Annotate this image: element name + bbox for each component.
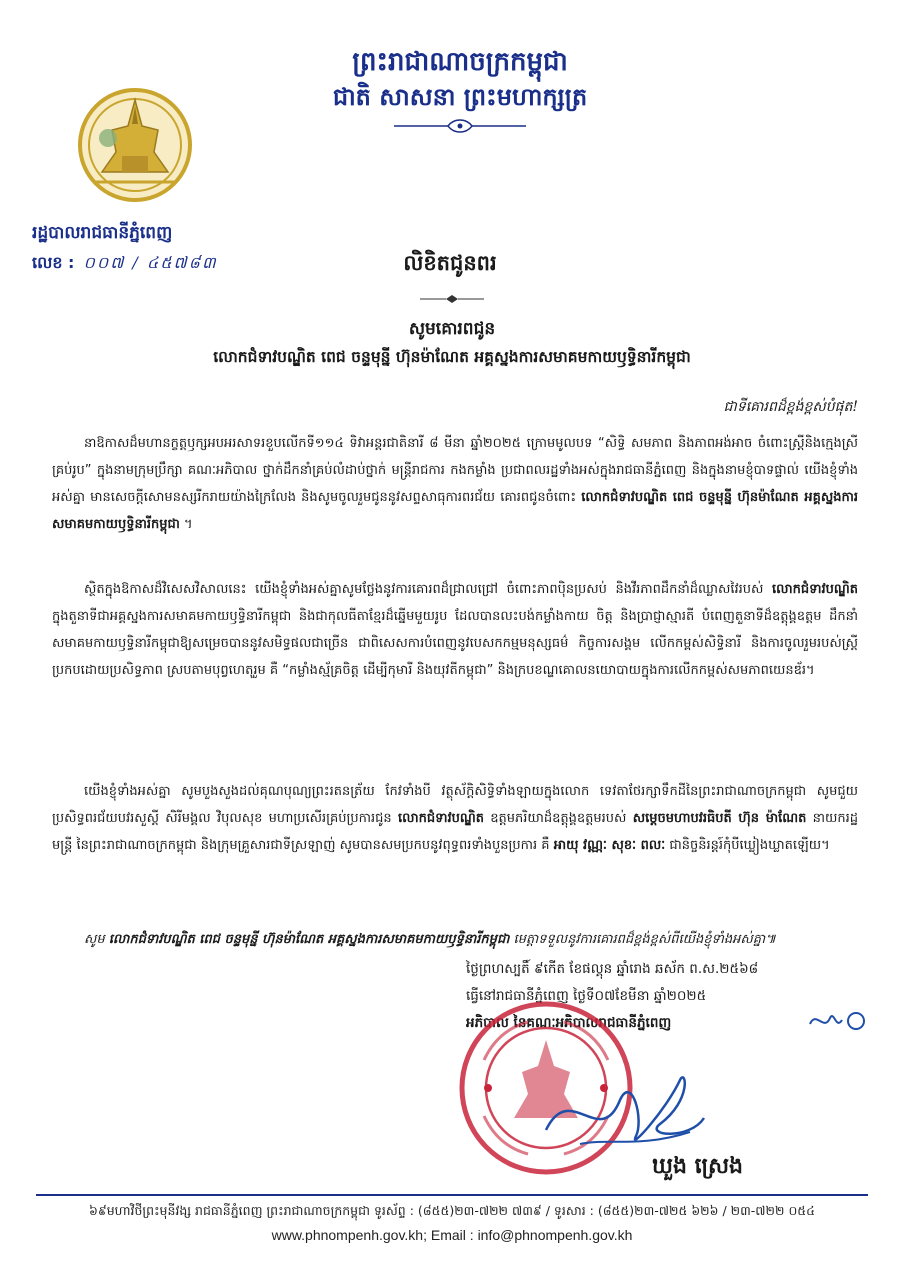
recipient-emphasis: លោកជំទាវបណ្ឌិត ពេជ ចន្ទមុន្នី ហ៊ុនម៉ាណែត អគ្គស្នងការសមាគមកាយឫទ្ធិនារីកម្ពុជា — [52, 490, 858, 532]
lunar-date: ថ្ងៃព្រហស្បតិ៍ ៩កើត ខែផល្គុន ឆ្នាំរោង ឆស័ក ព.ស.២៥៦៨ — [466, 961, 759, 977]
issuer-name: រដ្ឋបាលរាជធានីភ្នំពេញ — [32, 223, 173, 243]
footer-address: ៦៩មហាវិថីព្រះមុនីវង្ស រាជធានីភ្នំពេញ ព្រះរាជាណាចក្រកម្ពុជា ទូរស័ព្ទ : (៨៥៥)២៣-៧២២ ៧៣៩ / ទូរសារ : (៨៥៥)២៣-៧២៥ ៦២៦ / ២៣-៧២២ ០៥៤ — [89, 1203, 815, 1218]
kingdom-header — [300, 44, 620, 134]
title-divider-icon — [418, 294, 486, 304]
paragraph-3: យើងខ្ញុំទាំងអស់គ្នា សូមបួងសួងដល់គុណបុណ្យព្រះរតនត្រ័យ កែវទាំងបី វត្ថុស័ក្តិសិទ្ធិទាំងឡាយក្នុងលោក ទេវតាថែរក្សាទឹកដីនៃព្រះរាជាណាចក្រកម្ពុជា សូមជួយប្រសិទ្ធពរជ័យបវរសួស្តី សិរីមង្គល វិបុលសុខ មហាប្រសើរគ្រប់ប្រការជូន លោកជំទាវបណ្ឌិត ឧត្តមភរិយាដ៏ឧត្តុង្គឧត្តមរបស់ សម្តេចមហាបវរធិបតី ហ៊ុន ម៉ាណែត នាយករដ្ឋមន្ត្រី នៃព្រះរាជាណាចក្រកម្ពុជា និងក្រុមគ្រួសារជាទីស្រឡាញ់ សូមបានសមប្រកបនូវពុទ្ធពរទាំងបួនប្រការ គឺ អាយុ វណ្ណៈ សុខៈ ពលៈ ជានិច្ចនិរន្តរ៍កុំបីឃ្លៀងឃ្លាតឡើយ។ — [52, 784, 858, 853]
phnom-penh-emblem-icon — [76, 86, 194, 204]
recipient-emphasis: លោកជំទាវបណ្ឌិត — [397, 811, 484, 826]
footer-divider — [36, 1194, 868, 1196]
solar-date: ធ្វើនៅរាជធានីភ្នំពេញ ថ្ងៃទី០៧ខែមីនា ឆ្នាំ២០២៥ — [466, 988, 707, 1004]
paragraph-4: សូម លោកជំទាវបណ្ឌិត ពេជ ចន្ទមុន្នី ហ៊ុនម៉ាណែត អគ្គស្នងការសមាគមកាយឫទ្ធិនារីកម្ពុជា មេត្តាទទួលនូវការគោរពដ៏ខ្ពង់ខ្ពស់ពីយើងខ្ញុំទាំងអស់គ្នា៕ — [84, 932, 776, 947]
initial-mark-icon — [806, 1006, 868, 1036]
signature-icon — [540, 1060, 710, 1160]
email-label: Email : — [430, 1227, 478, 1243]
greeting: ជាទីគោរពដ៏ខ្ពង់ខ្ពស់បំផុត! — [723, 399, 858, 415]
letter-body — [52, 430, 858, 990]
reference-number — [32, 250, 218, 276]
salutation: សូមគោរពជូន — [408, 319, 496, 339]
reference-value: ០០៧ / ៤៥៧៨៣ — [83, 253, 218, 272]
signer-name: ឃួង ស្រេង — [652, 1153, 744, 1179]
paragraph-1: នាឱកាសដ៏មហានក្ខត្តឫក្សអបអរសាទរខួបលើកទី១១៤ ទិវាអន្តរជាតិនារី ៨ មីនា ឆ្នាំ២០២៥ ក្រោមមូលបទ “សិទ្ធិ សមភាព និងភាពអង់អាច ចំពោះស្ត្រីនិងក្មេងស្រីគ្រប់រូប” ក្នុងនាមក្រុមប្រឹក្សា គណៈអភិបាល ថ្នាក់ដឹកនាំគ្រប់លំដាប់ថ្នាក់ មន្ត្រីរាជការ កងកម្លាំង ប្រជាពលរដ្ឋទាំងអស់ក្នុងរាជធានីភ្នំពេញ និងក្នុងនាមខ្ញុំបាទផ្ទាល់ យើងខ្ញុំទាំងអស់គ្នា មានសេចក្តីសោមនស្សរីករាយយ៉ាងក្រៃលែង និងសូមចូលរួមជូននូវសព្ទសាធុការពរជ័យ គោរពជូនចំពោះ លោកជំទាវបណ្ឌិត ពេជ ចន្ទមុន្នី ហ៊ុនម៉ាណែត អគ្គស្នងការសមាគមកាយឫទ្ធិនារីកម្ពុជា ។ — [52, 436, 858, 532]
signer-title: អភិបាល នៃគណៈអភិបាលរាជធានីភ្នំពេញ — [466, 1015, 672, 1031]
reference-label: លេខ : — [32, 253, 75, 272]
email-link[interactable]: info@phnompenh.gov.kh — [477, 1227, 633, 1243]
document-title: លិខិតជូនពរ — [403, 250, 497, 275]
ornament-divider-icon — [390, 118, 530, 134]
website-link[interactable]: www.phnompenh.gov.kh — [271, 1227, 424, 1243]
footer-contact: www.phnompenh.gov.kh; Email : info@phnompenh.gov.kh — [271, 1227, 633, 1243]
recipient: លោកជំទាវបណ្ឌិត ពេជ ចន្ទមុន្នី ហ៊ុនម៉ាណែត អគ្គស្នងការសមាគមកាយឫទ្ធិនារីកម្ពុជា — [213, 348, 691, 366]
national-motto: ជាតិ សាសនា ព្រះមហាក្សត្រ — [332, 82, 588, 111]
prime-minister-emphasis: សម្តេចមហាបវរធិបតី ហ៊ុន ម៉ាណែត — [632, 811, 807, 826]
kingdom-name: ព្រះរាជាណាចក្រកម្ពុជា — [352, 47, 568, 77]
blessings-emphasis: អាយុ វណ្ណៈ សុខៈ ពលៈ — [553, 838, 666, 853]
recipient-emphasis: លោកជំទាវបណ្ឌិត — [771, 582, 858, 597]
recipient-emphasis: លោកជំទាវបណ្ឌិត ពេជ ចន្ទមុន្នី ហ៊ុនម៉ាណែត អគ្គស្នងការសមាគមកាយឫទ្ធិនារីកម្ពុជា — [108, 932, 510, 947]
paragraph-2: ស្ថិតក្នុងឱកាសដ៏វិសេសវិសាលនេះ យើងខ្ញុំទាំងអស់គ្នាសូមថ្លែងនូវការគោរពដ៏ជ្រាលជ្រៅ ចំពោះភាពប៉ិនប្រសប់ និងវីរភាពដឹកនាំដ៏ឈ្លាសវៃរបស់ លោកជំទាវបណ្ឌិត ក្នុងតួនាទីជាអគ្គស្នងការសមាគមកាយឫទ្ធិនារីកម្ពុជា និងជាកុលធីតាខ្មែរដ៏ឆ្នើមមួយរូប ដែលបានលះបង់កម្លាំងកាយ ចិត្ត និងប្រាជ្ញាស្មារតី បំពេញតួនាទីដ៏ឧត្តុង្គឧត្តម ដឹកនាំសមាគមកាយឫទ្ធិនារីកម្ពុជាឱ្យសម្រេចបាននូវសមិទ្ធផលជាច្រើន ជាពិសេសការបំពេញនូវបេសកកម្មមនុស្សធម៌ កិច្ចការសង្គម លើកកម្ពស់សិទ្ធិនារី និងការចូលរួមរបស់ស្ត្រី ប្រកបដោយប្រសិទ្ធភាព ស្របតាមបុព្វហេតុរួម គឺ “កម្លាំងស្ម័គ្រចិត្ត ដើម្បីកុមារី និងយុវតីកម្ពុជា” និងក្របខណ្ឌគោលនយោបាយក្នុងការលើកកម្ពស់សមភាពយេនឌ័រ។ — [52, 582, 858, 678]
